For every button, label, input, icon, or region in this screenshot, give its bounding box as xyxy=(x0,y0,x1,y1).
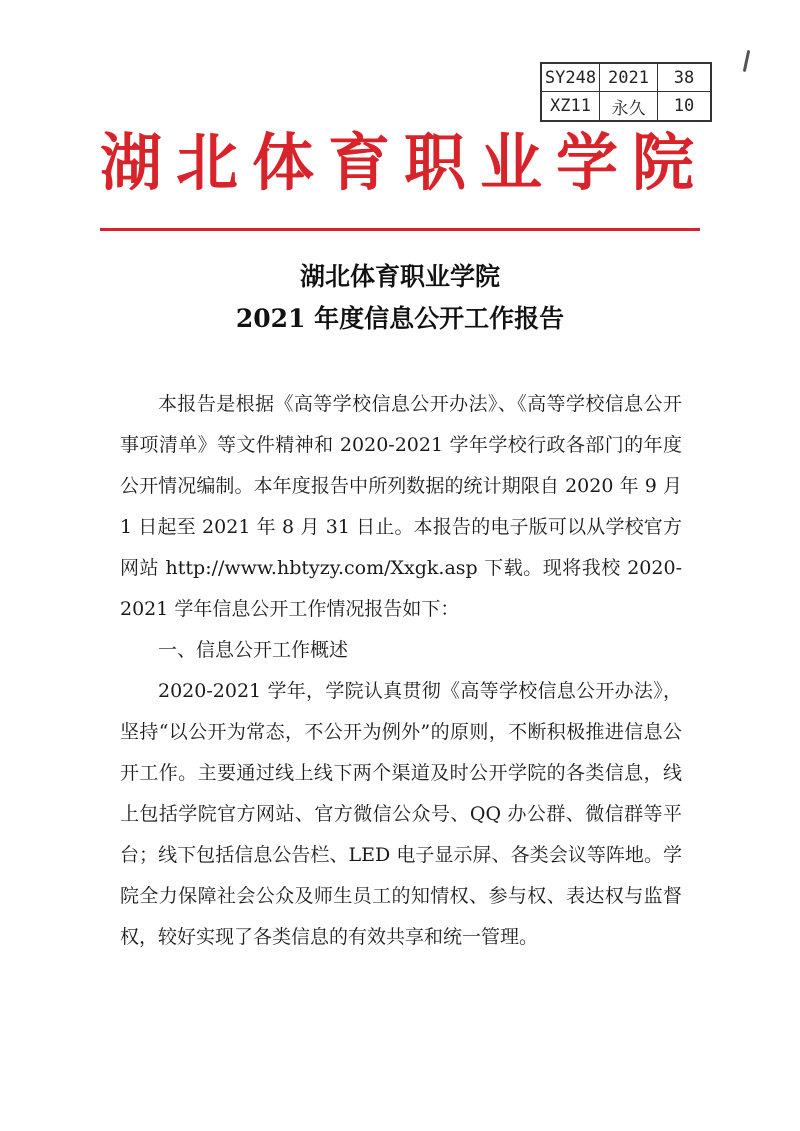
stamp-cell: 38 xyxy=(658,64,710,92)
red-divider xyxy=(100,228,700,231)
title-line-1: 湖北体育职业学院 xyxy=(299,262,500,291)
stamp-cell: SY248 xyxy=(542,64,600,92)
pen-mark xyxy=(743,50,751,72)
stamp-cell: 10 xyxy=(673,96,695,116)
stamp-cell: XZ11 xyxy=(542,92,600,120)
stamp-cell: 永久 xyxy=(600,92,658,120)
intro-paragraph: 本报告是根据《高等学校信息公开办法》、《高等学校信息公开事项清单》等文件精神和 2020-2021 学年学校行政各部门的年度公开情况编制。本年度报告中所列数据的统计期限自 2020 年 9 月 1 日起至 2021 年 8 月 31 日止。本报告的电子版可以从学校官方网站 http://www.hbtyzy.com/Xxgk.asp 下载。现将我校 2020-2021 学年信息公开工作情况报告如下： xyxy=(120,393,682,620)
masthead: 湖北体育职业学院 xyxy=(100,126,709,199)
document-body xyxy=(120,384,682,958)
archive-stamp xyxy=(540,62,712,122)
title-line-2: 2021 年度信息公开工作报告 xyxy=(235,304,565,333)
section-paragraph: 2020-2021 学年，学院认真贯彻《高等学校信息公开办法》，坚持“以公开为常态，不公开为例外”的原则，不断积极推进信息公开工作。主要通过线上线下两个渠道及时公开学院的各类信息，线上包括学院官方网站、官方微信公众号、QQ 办公群、微信群等平台；线下包括信息公告栏、LED 电子显示屏、各类会议等阵地。学院全力保障社会公众及师生员工的知情权、参与权、表达权与监督权，较好实现了各类信息的有效共享和统一管理。 xyxy=(120,680,682,948)
stamp-cell: 2021 xyxy=(600,64,658,92)
document-title xyxy=(100,256,700,340)
section-heading: 一、信息公开工作概述 xyxy=(158,639,349,661)
